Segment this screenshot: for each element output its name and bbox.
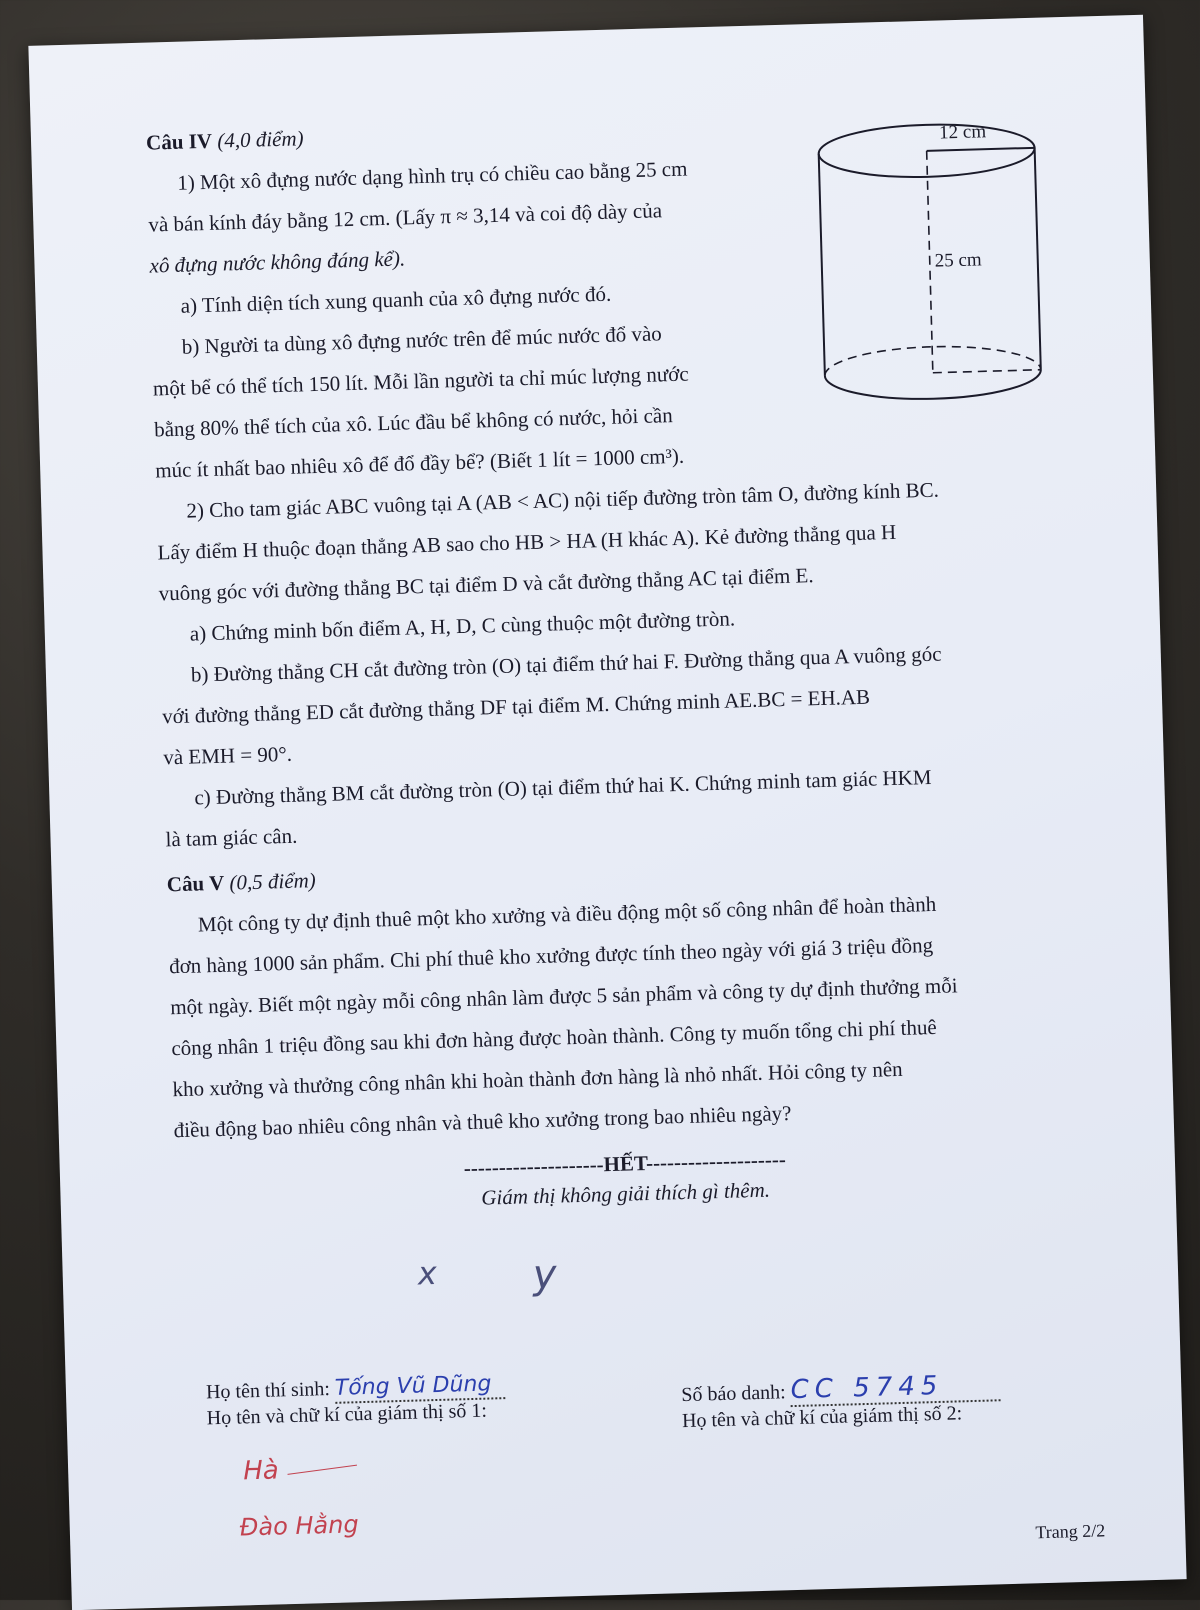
q4-points: (4,0 điểm) <box>216 126 304 153</box>
q4-p2b-line2: với đường thẳng ED cắt đường thẳng DF tại điểm M. Chứng minh AE.BC = EH.AB <box>161 684 871 729</box>
q5-line-2: đơn hàng 1000 sản phẩm. Chi phí thuê kho xưởng được tính theo ngày với giá 3 triệu đồng <box>168 932 934 979</box>
q4-p2b-line1: b) Đường thẳng CH cắt đường tròn (O) tại điểm thứ hai F. Đường thẳng qua A vuông góc <box>190 641 942 687</box>
q4-p2c-line2: là tam giác cân. <box>165 823 298 852</box>
q4-p1b-line3: bằng 80% thể tích của xô. Lúc đầu bể không có nước, hỏi cần <box>153 403 674 442</box>
q4-p2-line1: 2) Cho tam giác ABC vuông tại A (AB < AC) nội tiếp đường tròn tâm O, đường kính BC. <box>186 477 940 523</box>
q4-heading: Câu IV <box>145 128 213 155</box>
q4-p2-line3: vuông góc với đường thẳng BC tại điểm D và cắt đường thẳng AC tại điểm E. <box>158 563 814 606</box>
q4-p1b-line4: múc ít nhất bao nhiêu xô để đổ đầy bể? (Biết 1 lít = 1000 cm³). <box>154 443 685 483</box>
end-note: Giám thị không giải thích gì thêm. <box>480 1177 771 1210</box>
exam-paper <box>28 15 1186 1610</box>
end-marker: --------------------HẾT-------------------- <box>463 1147 787 1181</box>
q4-p2c-line1: c) Đường thẳng BM cắt đường tròn (O) tại điểm thứ hai K. Chứng minh tam giác HKM <box>194 764 932 810</box>
invigilator1-name-handwriting: Đào Hằng <box>239 1510 359 1542</box>
q5-line-3: một ngày. Biết một ngày mỗi công nhân làm được 5 sản phẩm và công ty dự định thưởng mỗi <box>169 973 958 1020</box>
candidate-name-handwriting: Tống Vũ Dũng <box>334 1371 492 1401</box>
q4-p2-line2: Lấy điểm H thuộc đoạn thẳng AB sao cho HB > HA (H khác A). Kẻ đường thẳng qua H <box>157 519 897 565</box>
handwritten-y: y <box>532 1251 558 1299</box>
invigilator1-label: Họ tên và chữ kí của giám thị số 1: <box>206 1399 488 1430</box>
q5-line-5: kho xưởng và thưởng công nhân khi hoàn thành đơn hàng là nhỏ nhất. Hỏi công ty nên <box>172 1056 903 1102</box>
invigilator2-label: Họ tên và chữ kí của giám thị số 2: <box>681 1402 963 1433</box>
q4-p1-line1: 1) Một xô đựng nước dạng hình trụ có chiều cao bằng 25 cm <box>176 156 688 195</box>
q5-points: (0,5 điểm) <box>229 868 317 895</box>
q4-p1b-line2: một bể có thể tích 150 lít. Mỗi lần người ta chỉ múc lượng nước <box>152 361 689 401</box>
q4-p1-line2: và bán kính đáy bằng 12 cm. (Lấy π ≈ 3,14 và coi độ dày của <box>148 198 663 237</box>
candidate-id-label: Số báo danh: <box>680 1381 787 1407</box>
q5-line-4: công nhân 1 triệu đồng sau khi đơn hàng được hoàn thành. Công ty muốn tổng chi phí thuê <box>171 1014 938 1061</box>
handwritten-x: x <box>417 1253 438 1293</box>
signature-stroke <box>287 1465 357 1475</box>
candidate-id-handwriting: CC 5745 <box>790 1370 944 1406</box>
exam-content <box>146 97 1076 1221</box>
page-number: Trang 2/2 <box>1035 1520 1106 1543</box>
q4-p1b-line1: b) Người ta dùng xô đựng nước trên để múc nước đổ vào <box>181 321 663 359</box>
height-label: 25 cm <box>934 249 982 272</box>
q4-p2a: a) Chứng minh bốn điểm A, H, D, C cùng thuộc một đường tròn. <box>189 606 736 646</box>
q5-line-6: điều động bao nhiêu công nhân và thuê kho xưởng trong bao nhiêu ngày? <box>173 1100 792 1143</box>
q5-heading: Câu V <box>166 870 225 897</box>
q5-line-1: Một công ty dự định thuê một kho xưởng và điều động một số công nhân để hoàn thành <box>197 891 937 937</box>
radius-label: 12 cm <box>938 121 987 144</box>
q4-p1-line3: xô đựng nước không đáng kể). <box>149 246 406 278</box>
invigilator1-sign: Hà <box>242 1455 280 1487</box>
q4-p2b-line3: và EMH = 90°. <box>162 741 293 770</box>
q4-p1a: a) Tính diện tích xung quanh của xô đựng nước đó. <box>180 281 612 318</box>
invigilator1-signature <box>242 1455 357 1487</box>
candidate-label: Họ tên thí sinh: <box>205 1377 331 1404</box>
